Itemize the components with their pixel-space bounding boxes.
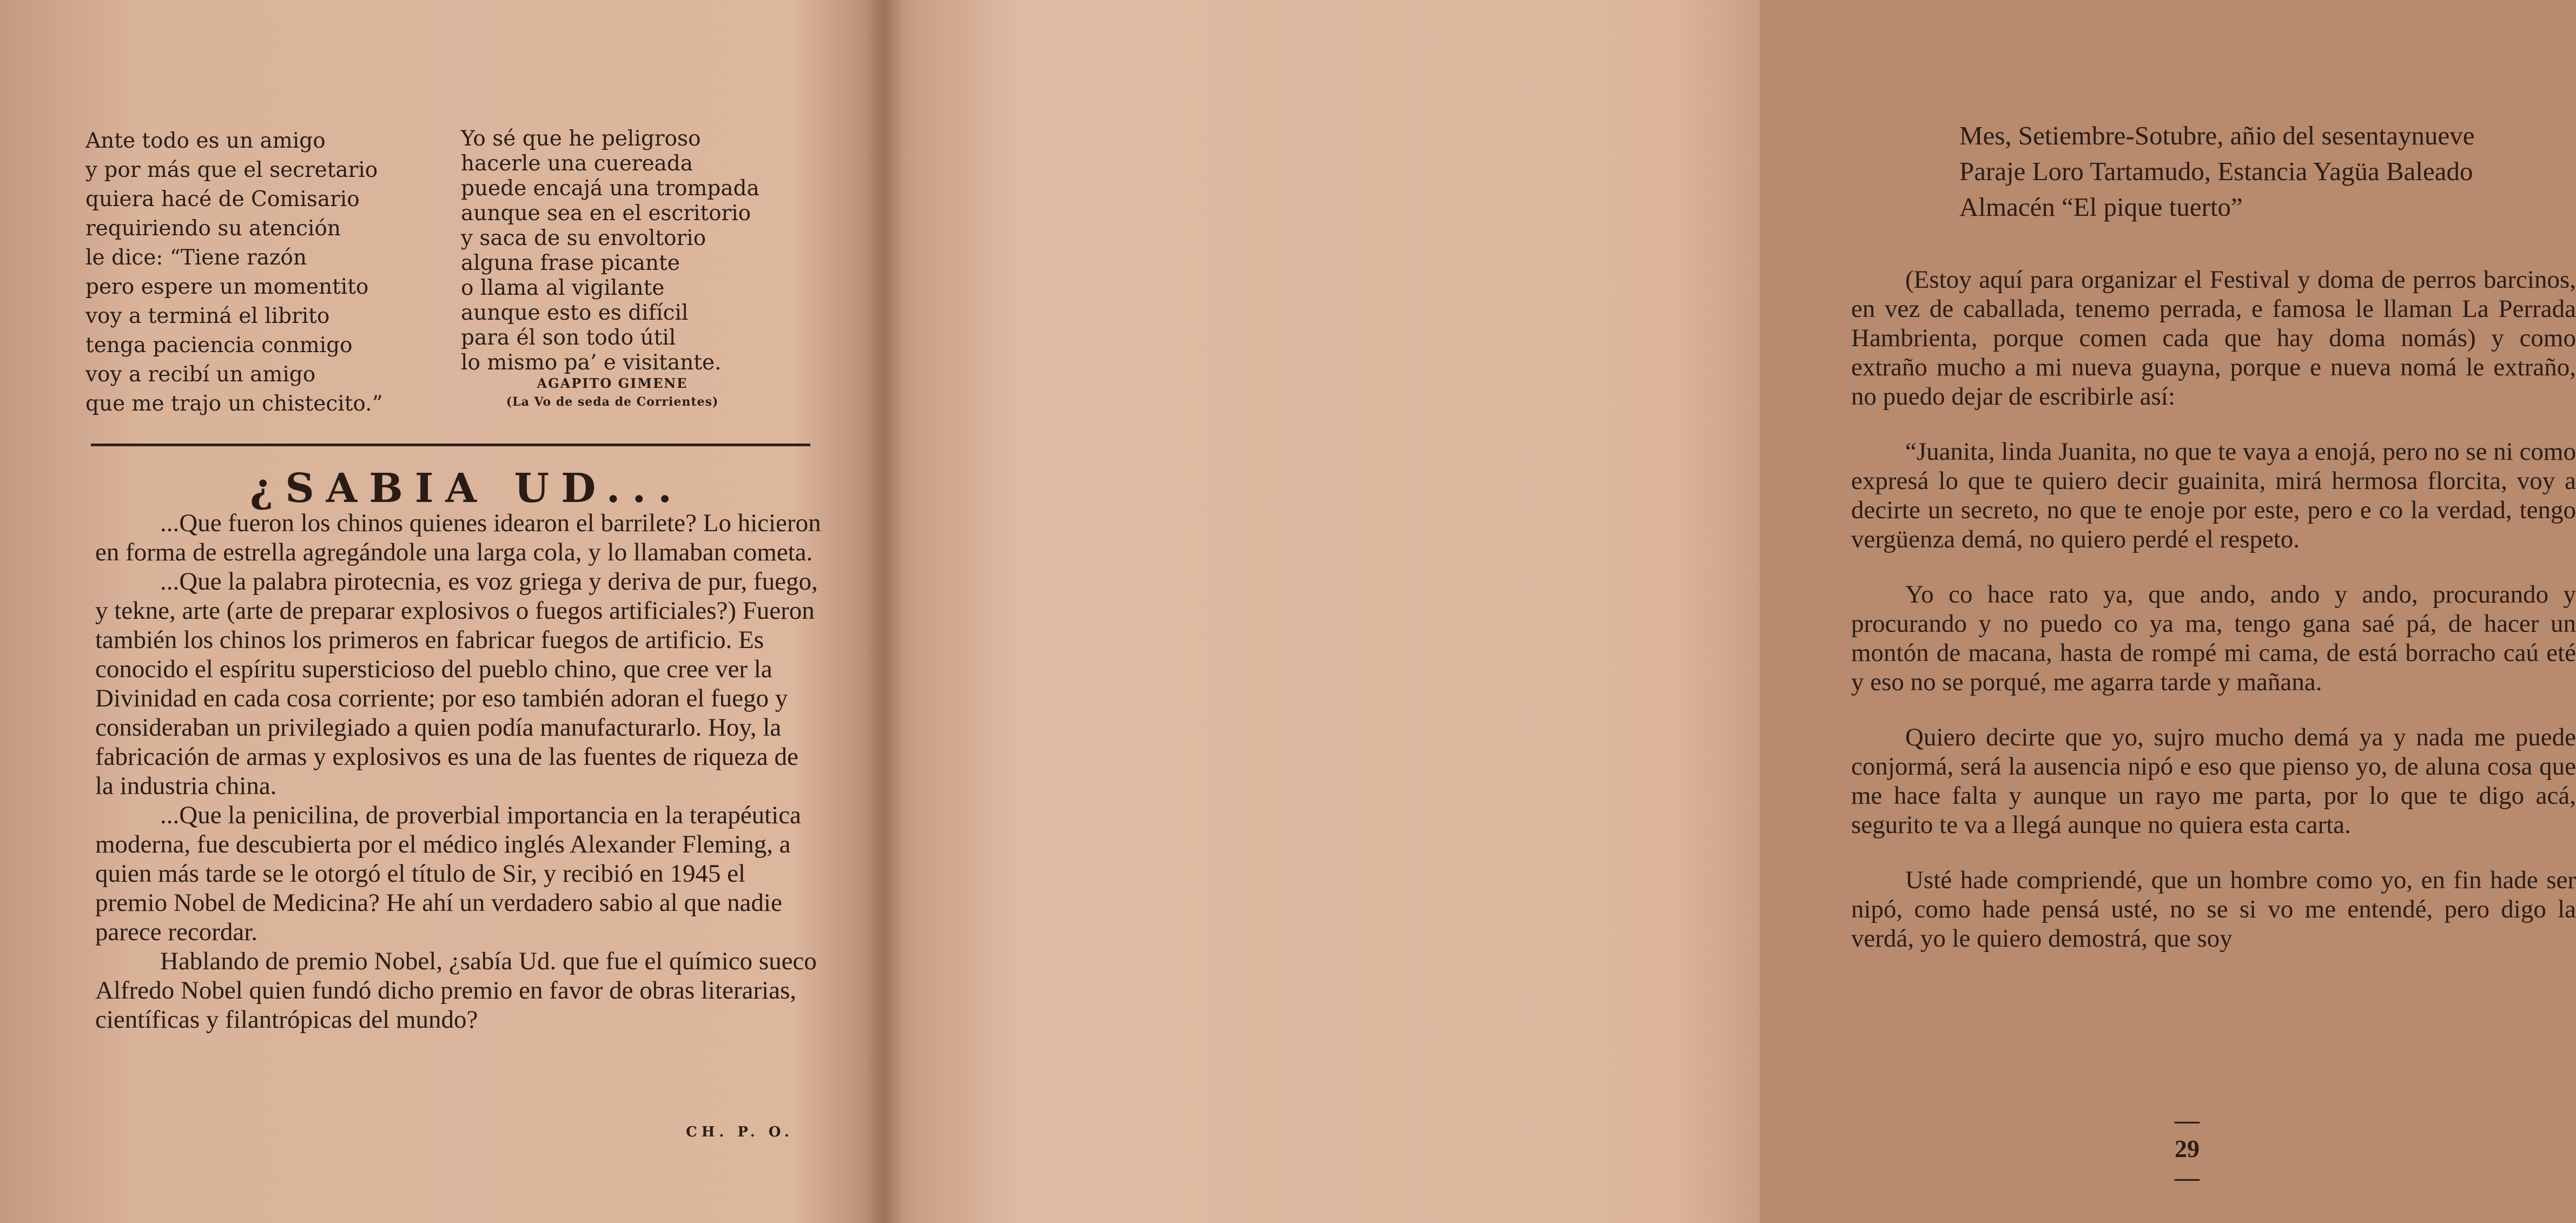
trivia-text bbox=[95, 508, 823, 1034]
poem-line: para él son todo útil bbox=[461, 326, 676, 350]
poem-line: Ante todo es un amigo bbox=[85, 129, 326, 153]
poem-right bbox=[461, 127, 807, 375]
right-page bbox=[882, 0, 2576, 1223]
letter-header bbox=[1959, 118, 2475, 225]
letter-paragraph: Yo co hace rato ya, que ando, ando y ando, procurando y procurando y no puedo co ya ma, tengo gana saé pá, de hacer un montón de macana, hasta de rompé mi cama, de está borracho caú eté y eso no se porqué, me agarra tarde y mañana. bbox=[1851, 580, 2576, 696]
letter-paragraph: Quiero decirte que yo, sujro mucho demá ya y nada me puede conjormá, será la ausencia nipó e eso que pienso yo, de aluna cosa que me hace falta y aunque un rayo me parta, por lo que te digo acá, segurito te va a llegá aunque no quiera esta carta. bbox=[1851, 723, 2576, 839]
section-heading: ¿SABIA UD... bbox=[250, 465, 684, 512]
section-signature: CH. P. O. bbox=[686, 1124, 794, 1140]
poem-left bbox=[85, 127, 415, 419]
letter-paragraph: Usté hade compriendé, que un hombre como yo, en fin hade ser nipó, como hade pensá usté, no se si vo me entendé, pero digo la verdá, yo le quiero demostrá, que soy bbox=[1851, 866, 2576, 953]
poem-line: alguna frase picante bbox=[461, 251, 680, 275]
poem-line: le dice: “Tiene razón bbox=[85, 246, 307, 270]
trivia-paragraph: ...Que la penicilina, de proverbial importancia en la terapéutica moderna, fue descubierta por el médico inglés Alexander Fleming, a quien más tarde se le otorgó el título de Sir, y recibió en 1945 el premio Nobel de Medicina? He ahí un verdadero sabio al que nadie parece recordar. bbox=[95, 801, 801, 946]
poem-line: quiera hacé de Comisario bbox=[85, 187, 360, 211]
trivia-paragraph: Hablando de premio Nobel, ¿sabía Ud. que fue el químico sueco Alfredo Nobel quien fundó dicho premio en favor de obras literarias, científicas y filantrópicas del mundo? bbox=[95, 947, 817, 1034]
left-page bbox=[0, 0, 882, 1223]
letter-paragraph: “Juanita, linda Juanita, no que te vaya a enojá, pero no se ni como expresá lo que te quiero decir guainita, mirá hermosa florcita, voy a decirte un secreto, no que te enoje por este, pero e co la verdad, tengo vergüenza demá, no quiero perdé el respeto. bbox=[1851, 438, 2576, 553]
letter-paragraph: (Estoy aquí para organizar el Festival y doma de perros barcinos, en vez de caballada, tenemo perrada, e famosa le llaman La Perrada Hambrienta, porque comen cada que hay doma nomás) y como extraño mucho a mi nueva guayna, porque e nueva nomá le extraño, no puedo dejar de escribirle así: bbox=[1851, 266, 2576, 411]
poem-line: puede encajá una trompada bbox=[461, 176, 759, 201]
poem-line: o llama al vigilante bbox=[461, 276, 665, 300]
poem-line: voy a terminá el librito bbox=[85, 304, 330, 328]
poem-line: hacerle una cuereada bbox=[461, 151, 693, 176]
letter-header-line: Mes, Setiembre-Sotubre, añio del sesentaynueve bbox=[1959, 121, 2475, 150]
poem-line: aunque esto es difícil bbox=[461, 301, 689, 325]
poem-line: y por más que el secretario bbox=[85, 158, 378, 182]
poem-line: y saca de su envoltorio bbox=[461, 226, 706, 250]
poem-line: que me trajo un chistecito.” bbox=[85, 392, 383, 416]
poem-line: pero espere un momentito bbox=[85, 275, 369, 299]
poem-line: requiriendo su atención bbox=[85, 216, 341, 241]
poem-line: aunque sea en el escritorio bbox=[461, 201, 751, 226]
poem-line: voy a recibí un amigo bbox=[85, 362, 316, 387]
poem-line: tenga paciencia conmigo bbox=[85, 333, 353, 358]
trivia-paragraph: ...Que la palabra pirotecnia, es voz griega y deriva de pur, fuego, y tekne, arte (arte de preparar explosivos o fuegos artificiales?) Fueron también los chinos los primeros en fabricar fuegos de artificio. Es conocido el espíritu supersticioso del pueblo chino, que cree ver la Divinidad en cada cosa corriente; por eso también adoran el fuego y consideraban un privilegiado a quien podía manufacturarlo. Hoy, la fabricación de armas y explosivos es una de las fuentes de riqueza de la industria china. bbox=[95, 567, 818, 800]
letter-body bbox=[1851, 265, 2576, 979]
letter-header-line: Almacén “El pique tuerto” bbox=[1959, 192, 2243, 222]
poem-author: AGAPITO GIMENE bbox=[537, 375, 688, 391]
poem-line: lo mismo pa’ e visitante. bbox=[461, 351, 722, 375]
poem-source: (La Vo de seda de Corrientes) bbox=[506, 395, 719, 409]
trivia-paragraph: ...Que fueron los chinos quienes idearon el barrilete? Lo hicieron en forma de estrella agregándole una larga cola, y lo llamaban cometa. bbox=[95, 509, 821, 566]
letter-header-line: Paraje Loro Tartamudo, Estancia Yagüa Baleado bbox=[1959, 156, 2473, 186]
page-number: —29— bbox=[2175, 1106, 2199, 1191]
section-divider bbox=[91, 444, 810, 446]
poem-line: Yo sé que he peligroso bbox=[461, 127, 701, 151]
